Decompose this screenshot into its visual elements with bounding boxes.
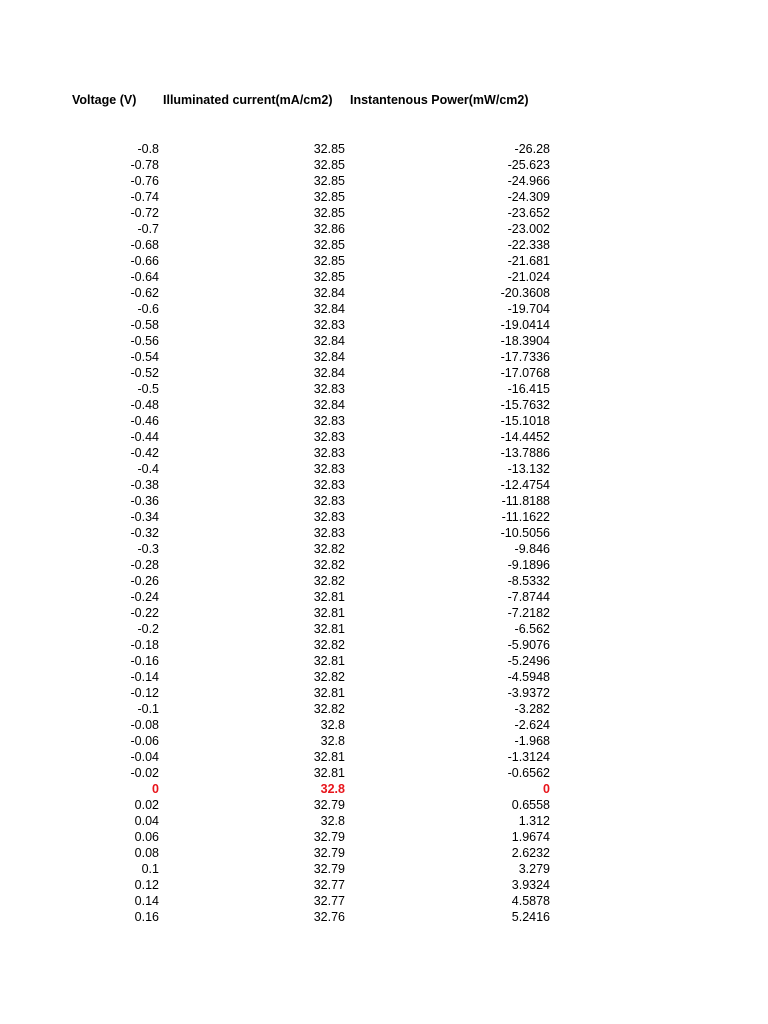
current-cell: 32.84 (313, 334, 345, 348)
power-cell: -25.623 (507, 158, 550, 172)
power-cell: -6.562 (514, 622, 550, 636)
table-row (0, 621, 768, 637)
current-cell: 32.85 (313, 238, 345, 252)
current-cell: 32.83 (313, 318, 345, 332)
table-row (0, 717, 768, 733)
power-cell: 2.6232 (511, 846, 550, 860)
table-row (0, 829, 768, 845)
table-row (0, 301, 768, 317)
power-cell: -19.0414 (500, 318, 550, 332)
current-cell: 32.81 (313, 606, 345, 620)
power-cell: -5.9076 (507, 638, 550, 652)
power-cell: -3.282 (514, 702, 550, 716)
table-row (0, 189, 768, 205)
current-cell: 32.83 (313, 446, 345, 460)
voltage-cell: -0.56 (130, 334, 159, 348)
table-row (0, 765, 768, 781)
power-cell: -15.7632 (500, 398, 550, 412)
table-row (0, 381, 768, 397)
table-row (0, 397, 768, 413)
table-row (0, 909, 768, 925)
voltage-cell: -0.3 (137, 542, 159, 556)
voltage-cell: 0.02 (134, 798, 159, 812)
table-row (0, 333, 768, 349)
power-cell: 4.5878 (511, 894, 550, 908)
power-cell: -23.002 (507, 222, 550, 236)
table-row (0, 349, 768, 365)
voltage-cell: -0.78 (130, 158, 159, 172)
current-cell: 32.83 (313, 382, 345, 396)
current-cell: 32.85 (313, 142, 345, 156)
current-cell: 32.8 (320, 814, 345, 828)
table-row (0, 685, 768, 701)
voltage-cell: -0.14 (130, 670, 159, 684)
current-cell: 32.81 (313, 750, 345, 764)
voltage-cell: -0.04 (130, 750, 159, 764)
table-row (0, 653, 768, 669)
table-row (0, 813, 768, 829)
current-cell: 32.84 (313, 398, 345, 412)
voltage-cell: -0.44 (130, 430, 159, 444)
voltage-cell: 0.08 (134, 846, 159, 860)
table-row (0, 221, 768, 237)
current-cell: 32.84 (313, 302, 345, 316)
voltage-cell: 0 (152, 782, 159, 796)
power-column-header: Instantenous Power(mW/cm2) (350, 93, 529, 107)
power-cell: 1.9674 (511, 830, 550, 844)
voltage-cell: -0.1 (137, 702, 159, 716)
current-cell: 32.81 (313, 654, 345, 668)
power-cell: -16.415 (507, 382, 550, 396)
current-cell: 32.82 (313, 558, 345, 572)
power-cell: -2.624 (514, 718, 550, 732)
voltage-cell: -0.22 (130, 606, 159, 620)
table-row (0, 605, 768, 621)
current-cell: 32.82 (313, 542, 345, 556)
current-cell: 32.85 (313, 254, 345, 268)
current-cell: 32.79 (313, 830, 345, 844)
current-column-header: Illuminated current(mA/cm2) (163, 93, 333, 107)
power-cell: -7.2182 (507, 606, 550, 620)
power-cell: -26.28 (514, 142, 550, 156)
voltage-cell: -0.06 (130, 734, 159, 748)
current-cell: 32.82 (313, 638, 345, 652)
power-cell: -4.5948 (507, 670, 550, 684)
voltage-column-header: Voltage (V) (72, 93, 137, 107)
power-cell: -17.7336 (500, 350, 550, 364)
power-cell: -19.704 (507, 302, 550, 316)
voltage-cell: -0.42 (130, 446, 159, 460)
table-row (0, 461, 768, 477)
table-row (0, 877, 768, 893)
current-cell: 32.8 (320, 734, 345, 748)
power-cell: 0.6558 (511, 798, 550, 812)
power-cell: -8.5332 (507, 574, 550, 588)
voltage-cell: -0.08 (130, 718, 159, 732)
current-cell: 32.85 (313, 206, 345, 220)
voltage-cell: -0.6 (137, 302, 159, 316)
current-cell: 32.8 (320, 782, 345, 796)
voltage-cell: 0.06 (134, 830, 159, 844)
power-cell: -11.1622 (501, 510, 550, 524)
table-row (0, 477, 768, 493)
voltage-cell: -0.16 (130, 654, 159, 668)
current-cell: 32.83 (313, 478, 345, 492)
voltage-cell: -0.62 (130, 286, 159, 300)
power-cell: -0.6562 (507, 766, 550, 780)
voltage-cell: -0.12 (130, 686, 159, 700)
table-header (0, 93, 768, 109)
voltage-cell: -0.4 (137, 462, 159, 476)
voltage-cell: -0.68 (130, 238, 159, 252)
table-row (0, 669, 768, 685)
current-cell: 32.77 (313, 878, 345, 892)
table-row (0, 573, 768, 589)
power-cell: 3.279 (518, 862, 550, 876)
voltage-cell: 0.04 (134, 814, 159, 828)
current-cell: 32.85 (313, 190, 345, 204)
voltage-cell: -0.28 (130, 558, 159, 572)
power-cell: -18.3904 (500, 334, 550, 348)
current-cell: 32.85 (313, 174, 345, 188)
table-row (0, 253, 768, 269)
table-row (0, 557, 768, 573)
power-cell: -21.681 (507, 254, 550, 268)
current-cell: 32.79 (313, 798, 345, 812)
voltage-cell: -0.8 (137, 142, 159, 156)
power-cell: -17.0768 (500, 366, 550, 380)
voltage-cell: -0.34 (130, 510, 159, 524)
current-cell: 32.79 (313, 846, 345, 860)
voltage-cell: -0.18 (130, 638, 159, 652)
power-cell: -13.132 (507, 462, 550, 476)
current-cell: 32.82 (313, 574, 345, 588)
voltage-cell: -0.26 (130, 574, 159, 588)
power-cell: -3.9372 (507, 686, 550, 700)
voltage-cell: 0.16 (134, 910, 159, 924)
table-row (0, 861, 768, 877)
current-cell: 32.81 (313, 622, 345, 636)
voltage-cell: -0.24 (130, 590, 159, 604)
table-row (0, 317, 768, 333)
power-cell: -22.338 (507, 238, 550, 252)
voltage-cell: -0.48 (130, 398, 159, 412)
current-cell: 32.79 (313, 862, 345, 876)
current-cell: 32.83 (313, 430, 345, 444)
table-row (0, 269, 768, 285)
voltage-cell: -0.66 (130, 254, 159, 268)
voltage-cell: -0.5 (137, 382, 159, 396)
current-cell: 32.85 (313, 270, 345, 284)
power-cell: -24.966 (507, 174, 550, 188)
table-row (0, 637, 768, 653)
power-cell: -14.4452 (500, 430, 550, 444)
voltage-cell: -0.76 (130, 174, 159, 188)
power-cell: -24.309 (507, 190, 550, 204)
table-row (0, 541, 768, 557)
power-cell: -5.2496 (507, 654, 550, 668)
current-cell: 32.82 (313, 702, 345, 716)
voltage-cell: -0.52 (130, 366, 159, 380)
voltage-cell: -0.2 (137, 622, 159, 636)
table-row (0, 509, 768, 525)
table-row (0, 157, 768, 173)
current-cell: 32.85 (313, 158, 345, 172)
current-cell: 32.83 (313, 510, 345, 524)
voltage-cell: -0.02 (130, 766, 159, 780)
current-cell: 32.84 (313, 350, 345, 364)
current-cell: 32.83 (313, 494, 345, 508)
current-cell: 32.76 (313, 910, 345, 924)
table-row (0, 413, 768, 429)
power-cell: -13.7886 (500, 446, 550, 460)
table-row (0, 749, 768, 765)
current-cell: 32.86 (313, 222, 345, 236)
current-cell: 32.83 (313, 462, 345, 476)
voltage-cell: -0.64 (130, 270, 159, 284)
power-cell: -23.652 (507, 206, 550, 220)
table-row (0, 445, 768, 461)
power-cell: -1.3124 (507, 750, 550, 764)
voltage-cell: -0.58 (130, 318, 159, 332)
current-cell: 32.81 (313, 590, 345, 604)
current-cell: 32.81 (313, 766, 345, 780)
current-cell: 32.84 (313, 366, 345, 380)
voltage-cell: -0.38 (130, 478, 159, 492)
table-row (0, 365, 768, 381)
current-cell: 32.82 (313, 670, 345, 684)
power-cell: 0 (543, 782, 550, 796)
table-row (0, 733, 768, 749)
power-cell: -7.8744 (507, 590, 550, 604)
voltage-cell: 0.1 (141, 862, 159, 876)
power-cell: -9.846 (514, 542, 550, 556)
power-cell: -15.1018 (500, 414, 550, 428)
current-cell: 32.84 (313, 286, 345, 300)
table-row (0, 141, 768, 157)
table-row (0, 845, 768, 861)
power-cell: 1.312 (518, 814, 550, 828)
power-cell: 5.2416 (511, 910, 550, 924)
table-row (0, 173, 768, 189)
table-row (0, 701, 768, 717)
table-row (0, 205, 768, 221)
power-cell: -10.5056 (500, 526, 550, 540)
current-cell: 32.81 (313, 686, 345, 700)
table-row (0, 429, 768, 445)
voltage-cell: -0.7 (137, 222, 159, 236)
table-row (0, 493, 768, 509)
table-row (0, 589, 768, 605)
power-cell: -21.024 (507, 270, 550, 284)
current-cell: 32.83 (313, 414, 345, 428)
voltage-cell: -0.46 (130, 414, 159, 428)
current-cell: 32.83 (313, 526, 345, 540)
current-cell: 32.8 (320, 718, 345, 732)
voltage-cell: -0.54 (130, 350, 159, 364)
voltage-cell: -0.36 (130, 494, 159, 508)
voltage-cell: 0.12 (134, 878, 159, 892)
voltage-cell: -0.74 (130, 190, 159, 204)
table-row (0, 237, 768, 253)
power-cell: -12.4754 (500, 478, 550, 492)
table-row (0, 893, 768, 909)
table-row (0, 781, 768, 797)
table-row (0, 525, 768, 541)
power-cell: -9.1896 (507, 558, 550, 572)
voltage-cell: 0.14 (134, 894, 159, 908)
table-row (0, 797, 768, 813)
table-row (0, 285, 768, 301)
data-table (0, 141, 768, 925)
current-cell: 32.77 (313, 894, 345, 908)
voltage-cell: -0.72 (130, 206, 159, 220)
power-cell: 3.9324 (511, 878, 550, 892)
power-cell: -11.8188 (501, 494, 550, 508)
power-cell: -1.968 (514, 734, 550, 748)
power-cell: -20.3608 (500, 286, 550, 300)
voltage-cell: -0.32 (130, 526, 159, 540)
